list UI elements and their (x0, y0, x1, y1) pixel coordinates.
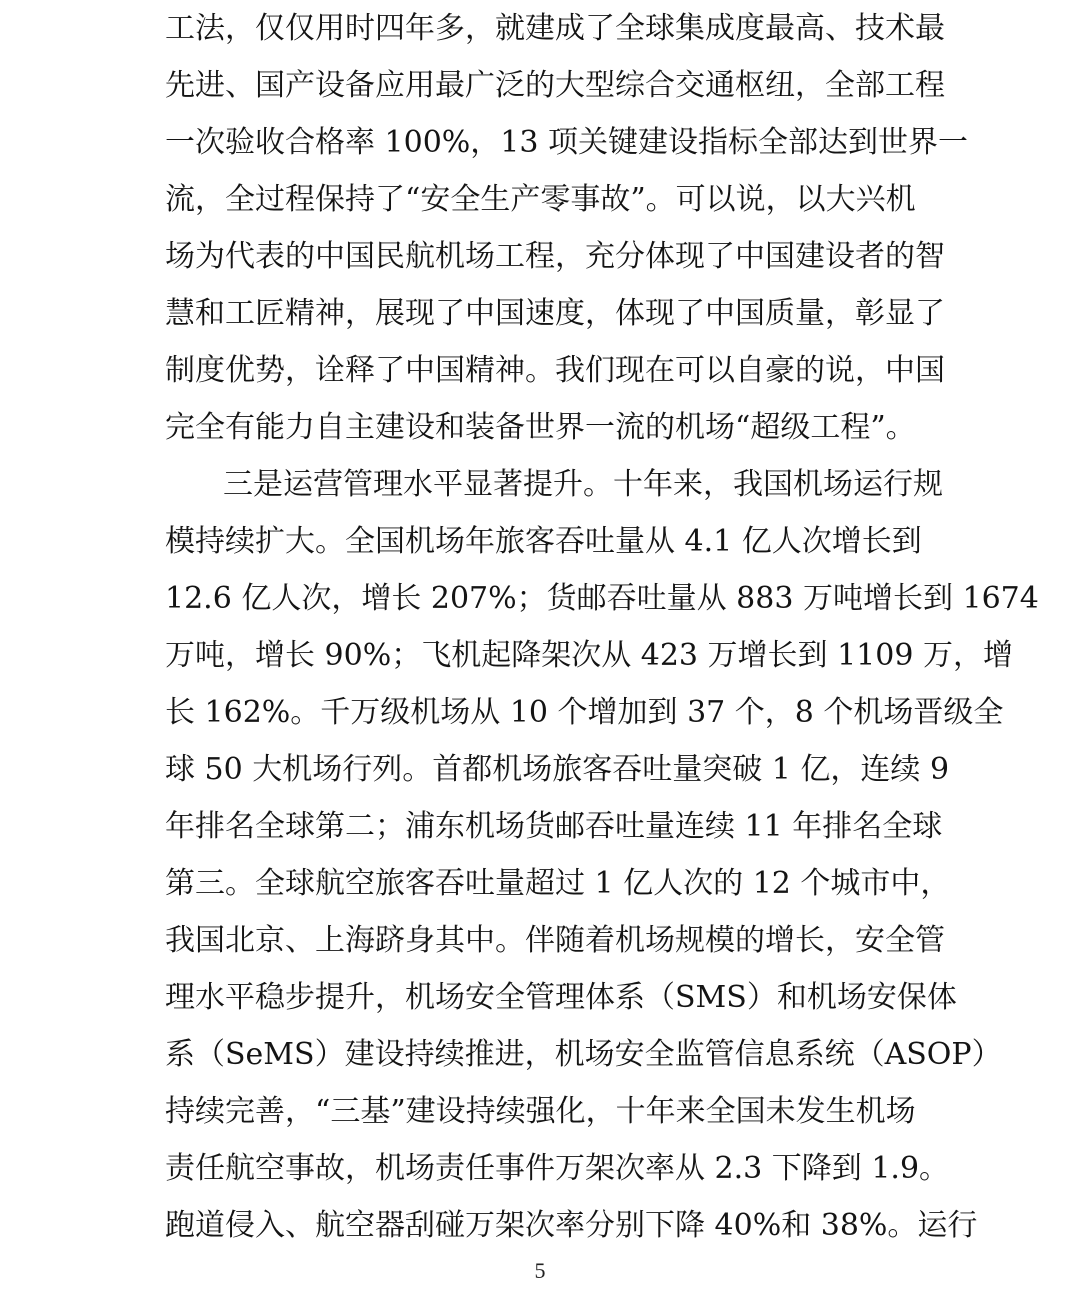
paragraph-end-line: 完全有能力自主建设和装备世界一流的机场“超级工程”。 (165, 410, 916, 445)
paragraph-first-line: 三是运营管理水平显著提升。十年来，我国机场运行规 (223, 467, 943, 502)
text-line: 流，全过程保持了“安全生产零事故”。可以说，以大兴机 (165, 182, 916, 217)
text-line: 长 162%。千万级机场从 10 个增加到 37 个，8 个机场晋级全 (165, 695, 1004, 730)
text-line: 先进、国产设备应用最广泛的大型综合交通枢纽，全部工程 (165, 68, 945, 103)
text-line: 我国北京、上海跻身其中。伴随着机场规模的增长，安全管 (165, 923, 945, 958)
text-line: 慧和工匠精神，展现了中国速度，体现了中国质量，彰显了 (165, 296, 945, 331)
text-line: 12.6 亿人次，增长 207%；货邮吞吐量从 883 万吨增长到 1674 (165, 581, 1039, 616)
text-line: 制度优势，诠释了中国精神。我们现在可以自豪的说，中国 (165, 353, 945, 388)
text-line: 一次验收合格率 100%，13 项关键建设指标全部达到世界一 (165, 125, 969, 160)
text-line: 理水平稳步提升，机场安全管理体系（SMS）和机场安保体 (165, 980, 957, 1015)
text-line: 系（SeMS）建设持续推进，机场安全监管信息系统（ASOP） (165, 1037, 1002, 1072)
text-line: 持续完善，“三基”建设持续强化，十年来全国未发生机场 (165, 1094, 916, 1129)
text-line: 责任航空事故，机场责任事件万架次率从 2.3 下降到 1.9。 (165, 1151, 950, 1186)
text-line: 年排名全球第二；浦东机场货邮吞吐量连续 11 年排名全球 (165, 809, 943, 844)
page-number: 5 (534, 1258, 546, 1283)
text-line: 工法，仅仅用时四年多，就建成了全球集成度最高、技术最 (165, 11, 945, 46)
text-line: 场为代表的中国民航机场工程，充分体现了中国建设者的智 (165, 239, 945, 274)
text-line: 万吨，增长 90%；飞机起降架次从 423 万增长到 1109 万，增 (165, 638, 1013, 673)
text-line: 球 50 大机场行列。首都机场旅客吞吐量突破 1 亿，连续 9 (165, 752, 950, 787)
text-line: 模持续扩大。全国机场年旅客吞吐量从 4.1 亿人次增长到 (165, 524, 922, 559)
text-line: 跑道侵入、航空器刮碰万架次率分别下降 40%和 38%。运行 (165, 1208, 978, 1243)
text-line: 第三。全球航空旅客吞吐量超过 1 亿人次的 12 个城市中， (165, 866, 951, 901)
